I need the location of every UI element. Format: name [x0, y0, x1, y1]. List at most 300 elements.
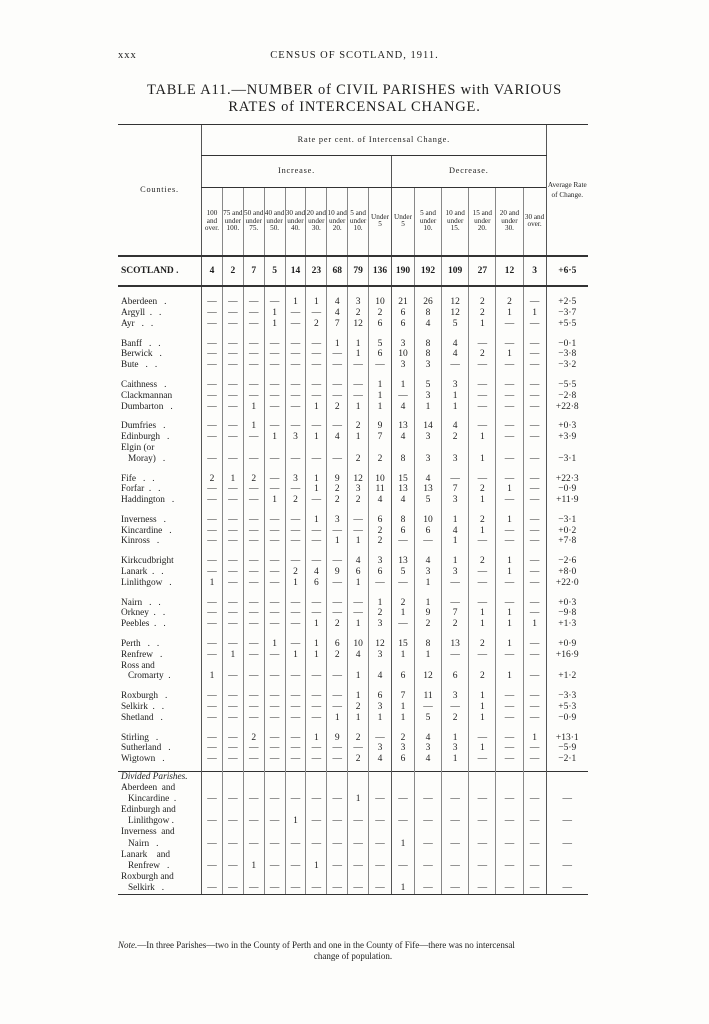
- increase-col-header: 5 and under 10.: [348, 187, 369, 256]
- count-cell: 1: [469, 432, 496, 443]
- county-row: [118, 338, 588, 349]
- count-cell: —: [306, 713, 327, 724]
- count-cell: —: [285, 349, 306, 360]
- count-cell: [327, 872, 348, 883]
- county-name: Ayr . .: [121, 318, 154, 329]
- spacer-row: [118, 589, 588, 598]
- count-cell: —: [285, 713, 306, 724]
- county-name: SCOTLAND .: [118, 256, 202, 286]
- count-cell: 4: [414, 733, 441, 744]
- average-rate-cell: [546, 827, 588, 838]
- count-cell: 4: [392, 495, 415, 506]
- count-cell: 1: [469, 713, 496, 724]
- count-cell: 2: [327, 650, 348, 661]
- count-cell: 11: [414, 691, 441, 702]
- count-cell: 1: [469, 454, 496, 465]
- count-cell: 8: [414, 308, 441, 319]
- count-cell: —: [202, 816, 223, 828]
- count-cell: —: [327, 556, 348, 567]
- count-cell: —: [285, 401, 306, 412]
- count-cell: 3: [414, 391, 441, 402]
- average-rate-cell: −0·9: [546, 484, 588, 495]
- count-cell: —: [442, 816, 469, 828]
- count-cell: —: [523, 743, 546, 754]
- count-cell: —: [369, 360, 392, 371]
- count-cell: —: [496, 860, 523, 872]
- count-cell: —: [202, 515, 223, 526]
- count-cell: —: [348, 860, 369, 872]
- count-cell: —: [202, 432, 223, 443]
- county-row: [118, 650, 588, 661]
- count-cell: 2: [348, 754, 369, 765]
- count-cell: 2: [243, 733, 264, 744]
- scotland-total-row: [118, 256, 588, 286]
- county-name: Kirkcudbright: [121, 556, 174, 567]
- count-cell: 13: [392, 484, 415, 495]
- count-cell: —: [306, 338, 327, 349]
- count-cell: 3: [369, 743, 392, 754]
- count-cell: 2: [442, 432, 469, 443]
- count-cell: —: [222, 308, 243, 319]
- count-cell: 2: [285, 567, 306, 578]
- count-cell: 1: [369, 598, 392, 609]
- average-rate-cell: +2·5: [546, 297, 588, 308]
- count-cell: [442, 827, 469, 838]
- count-cell: 9: [369, 421, 392, 432]
- county-row: [118, 401, 588, 412]
- count-cell: —: [285, 883, 306, 895]
- county-row: [118, 639, 588, 650]
- count-cell: [369, 850, 392, 861]
- county-name: Selkirk .: [118, 883, 202, 895]
- count-cell: [496, 783, 523, 794]
- count-cell: —: [285, 671, 306, 682]
- count-cell: 10: [369, 297, 392, 308]
- table-title-line-1: TABLE A11.—NUMBER of CIVIL PARISHES with VARIOUS: [147, 82, 562, 98]
- count-cell: —: [392, 793, 415, 805]
- count-cell: 6: [369, 319, 392, 330]
- count-cell: —: [306, 793, 327, 805]
- count-cell: —: [222, 391, 243, 402]
- count-cell: —: [469, 473, 496, 484]
- count-cell: —: [523, 515, 546, 526]
- count-cell: 2: [469, 349, 496, 360]
- count-cell: —: [496, 473, 523, 484]
- count-cell: —: [414, 883, 441, 895]
- count-cell: —: [469, 860, 496, 872]
- count-cell: —: [306, 454, 327, 465]
- count-cell: 2: [222, 256, 243, 286]
- count-cell: [243, 872, 264, 883]
- count-cell: 1: [264, 639, 285, 650]
- county-name: Bute . .: [121, 360, 158, 371]
- divided-parish-row: [118, 827, 588, 838]
- count-cell: [202, 827, 223, 838]
- count-cell: —: [222, 598, 243, 609]
- count-cell: —: [414, 702, 441, 713]
- count-cell: 1: [306, 619, 327, 630]
- count-cell: 1: [523, 308, 546, 319]
- count-cell: 10: [414, 515, 441, 526]
- average-rate-cell: −3·3: [546, 691, 588, 702]
- county-name: Stirling .: [121, 732, 159, 743]
- county-row: [118, 380, 588, 391]
- count-cell: —: [523, 754, 546, 765]
- count-cell: —: [285, 733, 306, 744]
- count-cell: 3: [442, 495, 469, 506]
- count-cell: [442, 443, 469, 454]
- count-cell: [243, 827, 264, 838]
- count-cell: —: [469, 421, 496, 432]
- county-row: [118, 443, 588, 454]
- count-cell: 2: [327, 401, 348, 412]
- count-cell: —: [243, 816, 264, 828]
- count-cell: 5: [369, 338, 392, 349]
- count-cell: —: [348, 526, 369, 537]
- count-cell: —: [523, 650, 546, 661]
- count-cell: [285, 443, 306, 454]
- count-cell: —: [469, 793, 496, 805]
- count-cell: —: [264, 671, 285, 682]
- count-cell: 3: [442, 743, 469, 754]
- count-cell: 1: [306, 515, 327, 526]
- count-cell: —: [243, 883, 264, 895]
- count-cell: [202, 783, 223, 794]
- count-cell: —: [243, 536, 264, 547]
- decrease-col-header: 15 and under 20.: [469, 187, 496, 256]
- count-cell: —: [243, 639, 264, 650]
- county-name: Dumbarton .: [121, 401, 173, 412]
- count-cell: —: [496, 793, 523, 805]
- count-cell: 6: [392, 308, 415, 319]
- count-cell: —: [222, 495, 243, 506]
- count-cell: 2: [348, 702, 369, 713]
- count-cell: 4: [442, 421, 469, 432]
- county-name: Kinross .: [121, 536, 160, 547]
- count-cell: —: [327, 598, 348, 609]
- average-rate-cell: −3·8: [546, 349, 588, 360]
- count-cell: 6: [392, 671, 415, 682]
- count-cell: —: [327, 702, 348, 713]
- count-cell: —: [392, 860, 415, 872]
- count-cell: —: [222, 733, 243, 744]
- count-cell: —: [243, 598, 264, 609]
- count-cell: —: [306, 598, 327, 609]
- average-rate-cell: −0·1: [546, 338, 588, 349]
- count-cell: 8: [392, 515, 415, 526]
- count-cell: —: [243, 793, 264, 805]
- county-name: Selkirk . .: [121, 702, 165, 713]
- count-cell: —: [222, 556, 243, 567]
- count-cell: 3: [392, 743, 415, 754]
- county-row: [118, 349, 588, 360]
- count-cell: —: [348, 380, 369, 391]
- count-cell: —: [469, 816, 496, 828]
- count-cell: —: [243, 691, 264, 702]
- count-cell: —: [523, 639, 546, 650]
- count-cell: 13: [392, 421, 415, 432]
- count-cell: 3: [523, 256, 546, 286]
- county-row: [118, 608, 588, 619]
- average-rate-cell: +22·0: [546, 578, 588, 589]
- count-cell: 4: [327, 308, 348, 319]
- count-cell: 2: [392, 733, 415, 744]
- count-cell: —: [392, 391, 415, 402]
- count-cell: 1: [469, 619, 496, 630]
- count-cell: [442, 805, 469, 816]
- count-cell: —: [222, 702, 243, 713]
- county-name: Edinburgh and: [121, 805, 176, 816]
- count-cell: —: [202, 319, 223, 330]
- count-cell: 4: [392, 401, 415, 412]
- county-row: [118, 473, 588, 484]
- count-cell: —: [243, 702, 264, 713]
- county-row: [118, 495, 588, 506]
- count-cell: 1: [348, 578, 369, 589]
- count-cell: —: [222, 860, 243, 872]
- count-cell: 2: [469, 556, 496, 567]
- count-cell: —: [392, 578, 415, 589]
- count-cell: 6: [369, 515, 392, 526]
- count-cell: 6: [369, 691, 392, 702]
- count-cell: —: [264, 297, 285, 308]
- increase-col-header: 10 and under 20.: [327, 187, 348, 256]
- count-cell: 2: [369, 536, 392, 547]
- count-cell: [469, 661, 496, 672]
- count-cell: 1: [306, 484, 327, 495]
- increase-col-header: 100 and over.: [202, 187, 223, 256]
- count-cell: —: [348, 838, 369, 850]
- count-cell: —: [243, 515, 264, 526]
- count-cell: —: [222, 691, 243, 702]
- count-cell: [523, 443, 546, 454]
- county-name: Ross and: [121, 660, 155, 671]
- county-name: Dumfries .: [121, 421, 166, 432]
- county-name: Linlithgow .: [121, 577, 172, 588]
- count-cell: —: [243, 713, 264, 724]
- count-cell: —: [285, 639, 306, 650]
- count-cell: 11: [369, 484, 392, 495]
- count-cell: 2: [348, 495, 369, 506]
- count-cell: —: [327, 391, 348, 402]
- count-cell: —: [442, 650, 469, 661]
- count-cell: 3: [414, 454, 441, 465]
- count-cell: —: [523, 526, 546, 537]
- count-cell: —: [392, 619, 415, 630]
- count-cell: —: [222, 421, 243, 432]
- count-cell: 5: [442, 319, 469, 330]
- count-cell: 10: [392, 349, 415, 360]
- count-cell: —: [222, 619, 243, 630]
- count-cell: —: [327, 816, 348, 828]
- count-cell: —: [264, 578, 285, 589]
- average-rate-cell: —: [546, 793, 588, 805]
- increase-col-header: 50 and under 75.: [243, 187, 264, 256]
- count-cell: —: [243, 495, 264, 506]
- count-cell: 10: [369, 473, 392, 484]
- count-cell: —: [264, 816, 285, 828]
- count-cell: 4: [202, 256, 223, 286]
- count-cell: —: [202, 536, 223, 547]
- count-cell: —: [202, 556, 223, 567]
- average-rate-cell: +0·9: [546, 639, 588, 650]
- divided-parishes-label-row: [118, 771, 588, 782]
- count-cell: —: [285, 391, 306, 402]
- count-cell: —: [285, 793, 306, 805]
- increase-col-header: 75 and under 100.: [222, 187, 243, 256]
- average-rate-cell: +5·5: [546, 319, 588, 330]
- count-cell: —: [496, 338, 523, 349]
- count-cell: —: [496, 526, 523, 537]
- count-cell: 1: [442, 733, 469, 744]
- county-row: [118, 526, 588, 537]
- count-cell: [523, 850, 546, 861]
- count-cell: 3: [369, 702, 392, 713]
- count-cell: —: [523, 883, 546, 895]
- count-cell: 1: [285, 650, 306, 661]
- count-cell: [243, 661, 264, 672]
- average-rate-cell: —: [546, 816, 588, 828]
- count-cell: [469, 850, 496, 861]
- count-cell: [523, 827, 546, 838]
- count-cell: 2: [442, 713, 469, 724]
- count-cell: 1: [327, 338, 348, 349]
- count-cell: —: [243, 454, 264, 465]
- count-cell: —: [264, 380, 285, 391]
- average-rate-cell: +7·8: [546, 536, 588, 547]
- count-cell: 1: [348, 349, 369, 360]
- count-cell: —: [392, 816, 415, 828]
- increase-col-header: 30 and under 40.: [285, 187, 306, 256]
- count-cell: 4: [369, 671, 392, 682]
- count-cell: 1: [469, 319, 496, 330]
- spacer-row: [118, 371, 588, 380]
- count-cell: [202, 443, 223, 454]
- count-cell: —: [285, 754, 306, 765]
- count-cell: —: [202, 484, 223, 495]
- count-cell: —: [285, 515, 306, 526]
- count-cell: 4: [369, 495, 392, 506]
- count-cell: —: [348, 816, 369, 828]
- count-cell: 1: [369, 391, 392, 402]
- count-cell: 4: [442, 338, 469, 349]
- count-cell: —: [306, 536, 327, 547]
- count-cell: —: [306, 391, 327, 402]
- count-cell: —: [202, 619, 223, 630]
- count-cell: [369, 872, 392, 883]
- count-cell: —: [222, 349, 243, 360]
- count-cell: 6: [348, 567, 369, 578]
- count-cell: —: [222, 432, 243, 443]
- count-cell: —: [264, 691, 285, 702]
- average-rate-cell: −0·9: [546, 713, 588, 724]
- count-cell: —: [496, 838, 523, 850]
- count-cell: —: [243, 567, 264, 578]
- count-cell: —: [285, 608, 306, 619]
- county-name: Roxburgh and: [121, 872, 174, 883]
- count-cell: —: [222, 608, 243, 619]
- average-rate-cell: —: [546, 883, 588, 895]
- count-cell: [523, 805, 546, 816]
- count-cell: 1: [348, 793, 369, 805]
- count-cell: —: [306, 495, 327, 506]
- count-cell: 1: [442, 515, 469, 526]
- count-cell: 6: [327, 639, 348, 650]
- count-cell: —: [285, 360, 306, 371]
- county-name: Peebles . .: [121, 619, 166, 630]
- count-cell: —: [306, 360, 327, 371]
- count-cell: 1: [392, 380, 415, 391]
- count-cell: —: [496, 743, 523, 754]
- count-cell: 6: [369, 567, 392, 578]
- county-row: [118, 743, 588, 754]
- count-cell: 2: [369, 526, 392, 537]
- count-cell: [222, 850, 243, 861]
- count-cell: —: [523, 536, 546, 547]
- count-cell: —: [243, 608, 264, 619]
- count-cell: —: [496, 691, 523, 702]
- count-cell: —: [496, 360, 523, 371]
- count-cell: [306, 443, 327, 454]
- count-cell: —: [264, 421, 285, 432]
- count-cell: —: [523, 860, 546, 872]
- count-cell: 1: [202, 578, 223, 589]
- count-cell: —: [348, 743, 369, 754]
- count-cell: —: [369, 578, 392, 589]
- count-cell: —: [243, 360, 264, 371]
- county-name: Forfar . .: [121, 484, 161, 495]
- count-cell: 1: [392, 713, 415, 724]
- count-cell: [369, 805, 392, 816]
- count-cell: 2: [369, 308, 392, 319]
- count-cell: —: [222, 297, 243, 308]
- count-cell: —: [306, 754, 327, 765]
- count-cell: 12: [442, 297, 469, 308]
- divided-parish-row: [118, 805, 588, 816]
- county-row: [118, 671, 588, 682]
- count-cell: —: [264, 598, 285, 609]
- count-cell: [496, 872, 523, 883]
- count-cell: 1: [496, 556, 523, 567]
- divided-parish-row: [118, 860, 588, 872]
- count-cell: 2: [243, 473, 264, 484]
- count-cell: —: [264, 883, 285, 895]
- count-cell: —: [264, 454, 285, 465]
- count-cell: —: [369, 816, 392, 828]
- count-cell: —: [523, 319, 546, 330]
- decrease-col-header: 20 and under 30.: [496, 187, 523, 256]
- count-cell: —: [523, 380, 546, 391]
- count-cell: —: [496, 391, 523, 402]
- count-cell: [369, 783, 392, 794]
- count-cell: 1: [523, 619, 546, 630]
- count-cell: [496, 850, 523, 861]
- count-cell: —: [306, 556, 327, 567]
- count-cell: —: [469, 380, 496, 391]
- count-cell: 3: [442, 380, 469, 391]
- county-name: Orkney . .: [121, 608, 166, 619]
- average-rate-cell: [546, 783, 588, 794]
- count-cell: —: [327, 526, 348, 537]
- county-name: Inverness .: [121, 514, 166, 525]
- count-cell: —: [327, 421, 348, 432]
- count-cell: —: [523, 691, 546, 702]
- count-cell: —: [285, 860, 306, 872]
- count-cell: —: [285, 526, 306, 537]
- count-cell: —: [369, 838, 392, 850]
- count-cell: 1: [469, 702, 496, 713]
- count-cell: —: [469, 883, 496, 895]
